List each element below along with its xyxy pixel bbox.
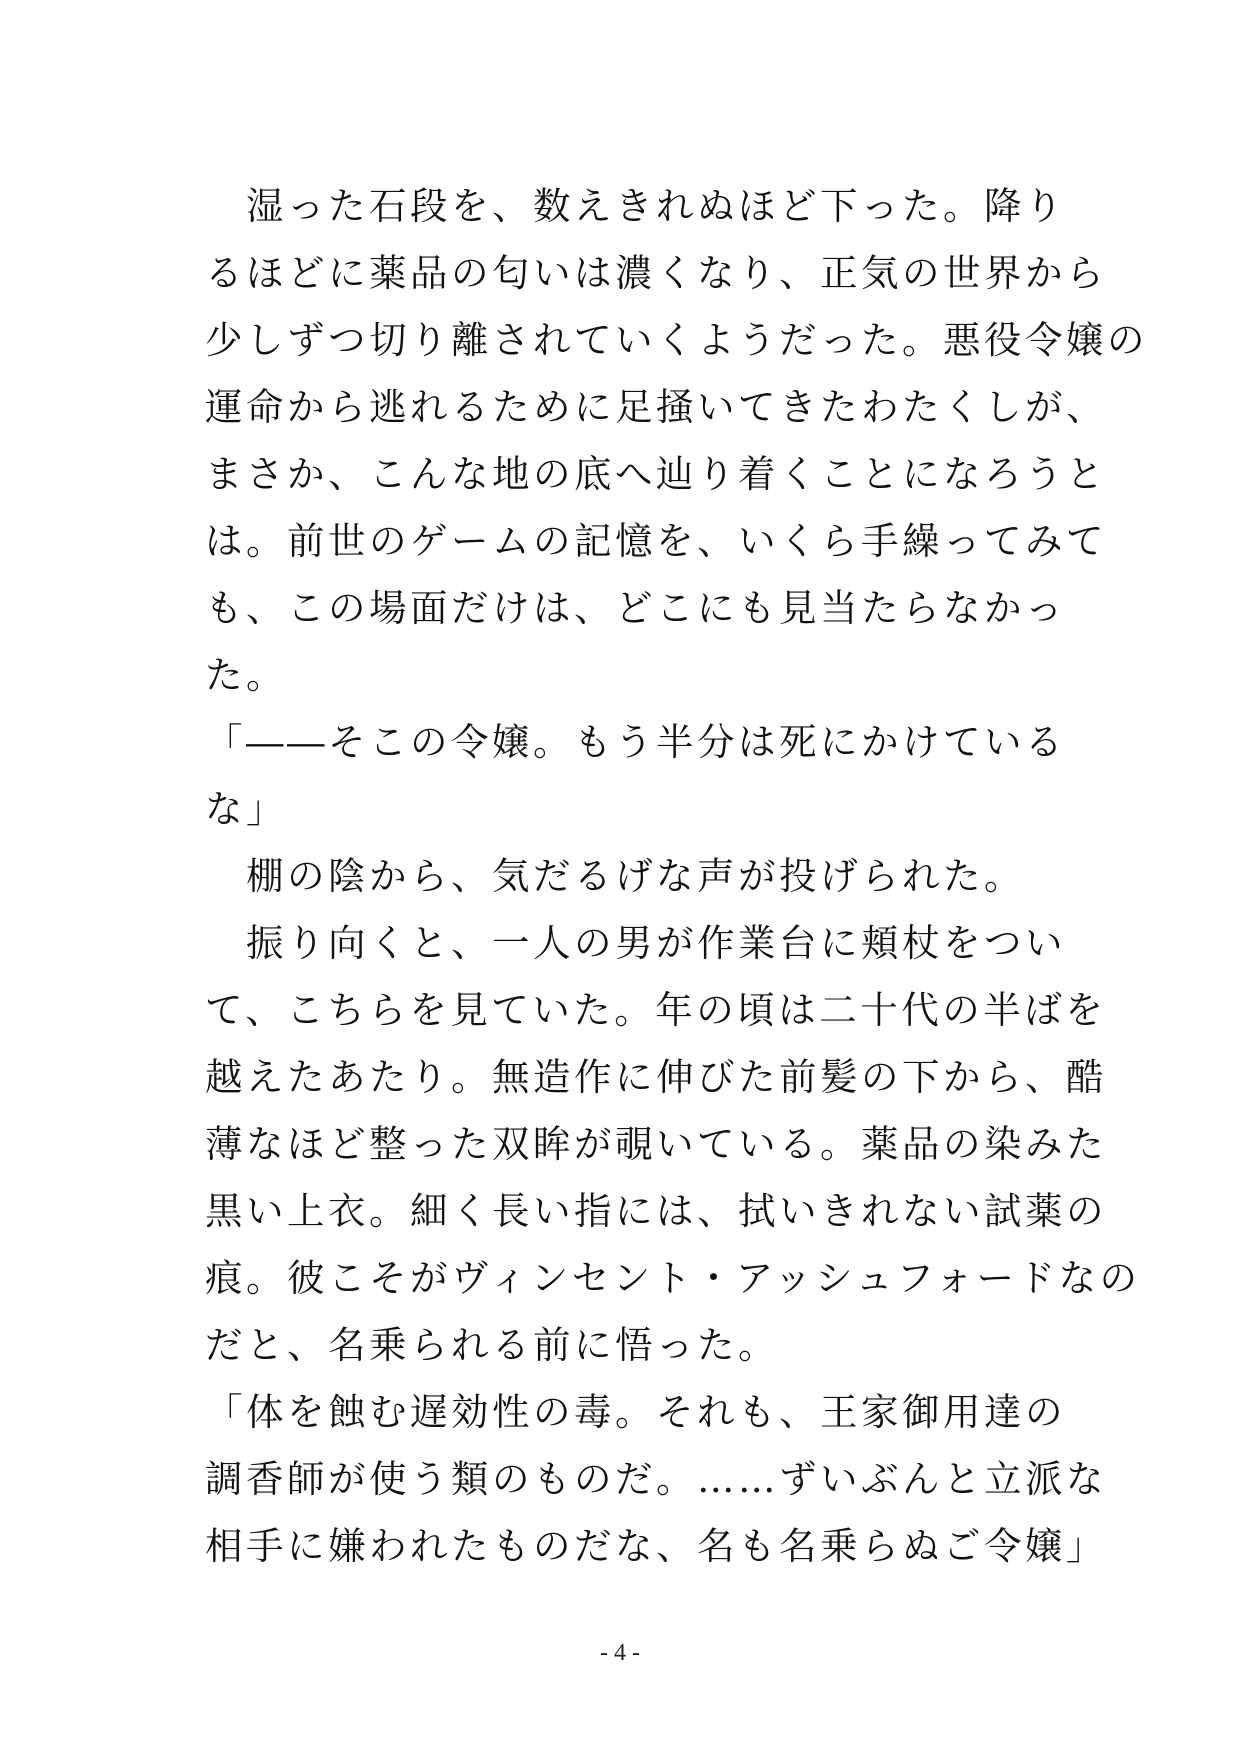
text-line: 痕。彼こそがヴィンセント・アッシュフォードなの xyxy=(205,1256,1141,1300)
text-line: は。前世のゲームの記憶を、いくら手繰ってみて xyxy=(205,519,1107,563)
text-line: まさか、こんな地の底へ辿り着くことになろうと xyxy=(205,452,1107,496)
text-line: 越えたあたり。無造作に伸びた前髪の下から、酷 xyxy=(205,1055,1107,1099)
text-line: 振り向くと、一人の男が作業台に頬杖をつい xyxy=(205,921,1066,965)
text-line: 少しずつ切り離されていくようだった。悪役令嬢の xyxy=(205,318,1148,362)
text-line: 黒い上衣。細く長い指には、拭いきれない試薬の xyxy=(205,1189,1107,1233)
dialogue-line: な」 xyxy=(205,787,287,831)
text-line: 湿った石段を、数えきれぬほど下った。降り xyxy=(205,184,1066,228)
text-line: も、この場面だけは、どこにも見当たらなかっ xyxy=(205,586,1066,630)
text-line: るほどに薬品の匂いは濃くなり、正気の世界から xyxy=(205,251,1107,295)
text-line: 薄なほど整った双眸が覗いている。薬品の染みた xyxy=(205,1122,1107,1166)
dialogue-line: 相手に嫌われたものだな、名も名乗らぬご令嬢」 xyxy=(205,1524,1107,1568)
dialogue-line: 「体を蝕む遅効性の毒。それも、王家御用達の xyxy=(205,1390,1066,1434)
text-line: 運命から逃れるために足掻いてきたわたくしが、 xyxy=(205,385,1107,429)
dialogue-line: 「――そこの令嬢。もう半分は死にかけている xyxy=(205,720,1066,764)
text-line: て、こちらを見ていた。年の頃は二十代の半ばを xyxy=(205,988,1107,1032)
dialogue-line: 調香師が使う類のものだ。……ずいぶんと立派な xyxy=(205,1457,1107,1501)
text-line: た。 xyxy=(205,653,287,697)
text-line: 棚の陰から、気だるげな声が投げられた。 xyxy=(205,854,1025,898)
page-number: - 4 - xyxy=(600,1640,640,1666)
text-line: だと、名乗られる前に悟った。 xyxy=(205,1323,779,1367)
body-text xyxy=(205,173,1148,1580)
